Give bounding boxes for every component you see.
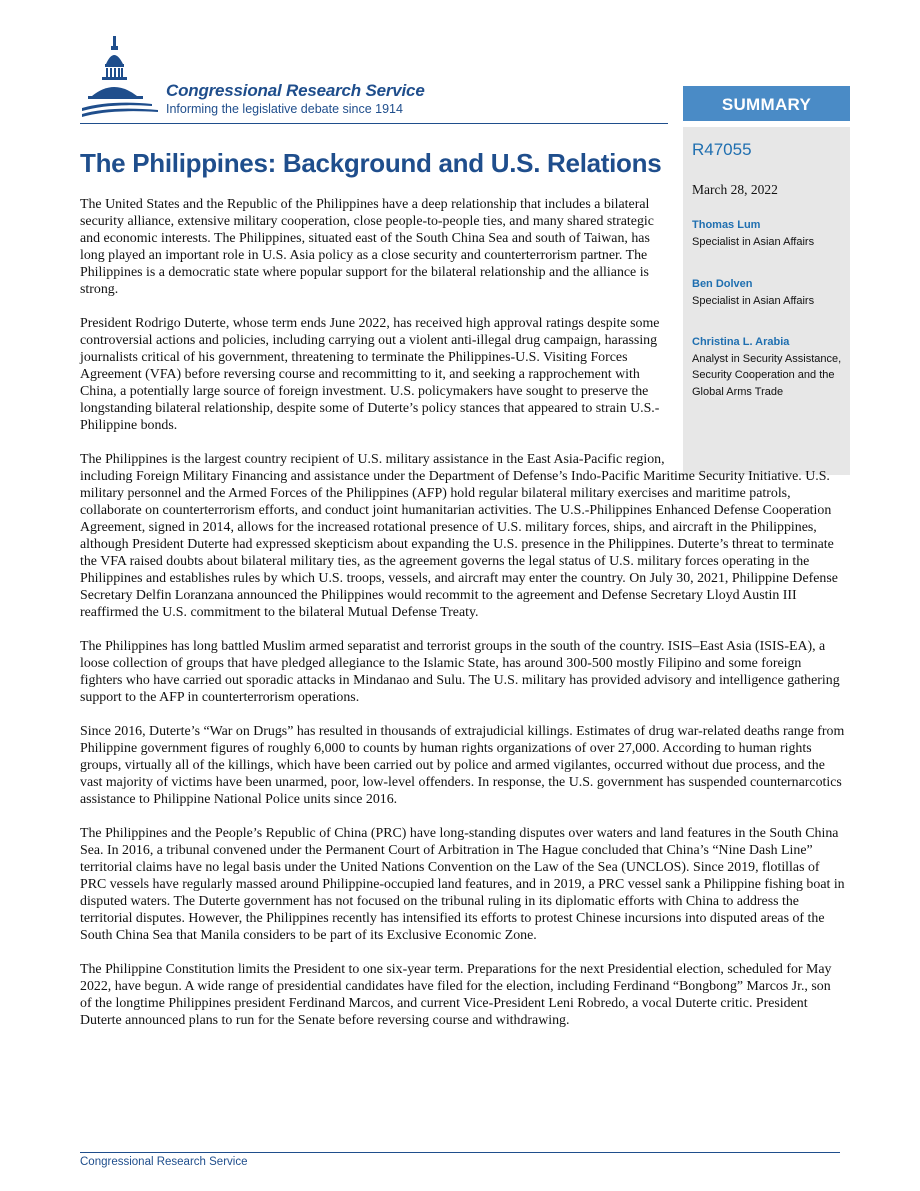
body-paragraph: President Rodrigo Duterte, whose term ends June 2022, has received high approval ratings despite some controversial actions and policies, including carrying out a violent anti-illegal drug campaign, harassing journalists critical of his government, threatening to terminate the Philippines-U.S. Visiting Forces Agreement (VFA) before reversing course and recommitting to it, and seeking a rapprochement with China, a potentially large source of foreign investment. U.S. policymakers have sought to preserve the longstanding bilateral relationship, despite some of Duterte’s policy stances that appeared to strain U.S.-Philippine bonds. (80, 316, 660, 433)
author-name: Thomas Lum (692, 219, 761, 231)
org-tagline: Informing the legislative debate since 1914 (166, 102, 403, 116)
document-body (80, 196, 845, 1046)
footer-divider (80, 1152, 840, 1153)
body-paragraph: Since 2016, Duterte’s “War on Drugs” has resulted in thousands of extrajudicial killings. Estimates of drug war-related deaths range from Philippine government figures of roughly 6,000 to counts by human rights organizations of over 27,000. According to human rights groups, virtually all of the killings, which have been carried out by police and armed vigilantes, occurred without due process, and the vast majority of victims have been unarmed, poor, low-level offenders. In response, the U.S. government has suspended counternarcotics assistance to Philippine National Police units since 2016. (80, 724, 845, 807)
author-name: Christina L. Arabia (692, 336, 790, 348)
header-divider (80, 123, 668, 124)
body-paragraph: The Philippines and the People’s Republic of China (PRC) have long-standing disputes over waters and land features in the South China Sea. In 2016, a tribunal convened under the Permanent Court of Arbitration in The Hague concluded that China’s “Nine Dash Line” territorial claims have no legal basis under the United Nations Convention on the Law of the Sea (UNCLOS). Since 2019, flotillas of PRC vessels have regularly massed around Philippine-occupied land features, and in 2019, a PRC vessel sank a Philippine fishing boat in disputed waters. The Duterte government has not focused on the tribunal ruling in its diplomatic efforts with China to address the territorial disputes. However, the Philippines recently has intensified its efforts to protest Chinese incursions into disputed areas of the South China Sea that Manila considers to be part of its Exclusive Economic Zone. (80, 826, 845, 943)
summary-label: SUMMARY (683, 86, 850, 121)
author-title: Specialist in Asian Affairs (692, 294, 815, 307)
author-name: Ben Dolven (692, 278, 753, 290)
report-date: March 28, 2022 (692, 182, 778, 197)
capitol-dome-icon (80, 34, 170, 124)
footer-text: Congressional Research Service (80, 1156, 248, 1168)
body-paragraph: The Philippines has long battled Muslim armed separatist and terrorist groups in the south of the country. ISIS–East Asia (ISIS-EA), a loose collection of groups that have pledged allegiance to the Islamic State, has around 300-500 mostly Filipino and some foreign fighters who have carried out sporadic attacks in Mindanao and Sulu. The U.S. military has provided advisory and intelligence gathering support to the AFP in counterterrorism operations. (80, 639, 840, 705)
page-title: The Philippines: Background and U.S. Relations (80, 148, 662, 178)
crs-logo (80, 34, 480, 124)
report-number: R47055 (692, 140, 752, 159)
body-paragraph: The Philippines is the largest country recipient of U.S. military assistance in the East Asia-Pacific region, including Foreign Military Financing and assistance under the Department of Defense’s Indo-Pacific Maritime Security Initiative. U.S. military personnel and the Armed Forces of the Philippines (AFP) hold regular bilateral military exercises and maritime patrols, collaborate on counterterrorism efforts, and conduct joint humanitarian activities. The U.S.-Philippines Enhanced Defense Cooperation Agreement, signed in 2014, allows for the increased rotational presence of U.S. military forces, ships, and aircraft in the Philippines, although President Duterte had expressed skepticism about expanding the U.S. presence in the Philippines. Duterte’s threat to terminate the VFA raised doubts about bilateral military ties, as the agreement governs the legal status of U.S. military forces operating in the Philippines and establishes rules by which U.S. troops, vessels, and aircraft may enter the country. On July 30, 2021, Philippine Defense Secretary Delfin Loranzana announced the Philippines would recommit to the agreement and Defense Secretary Lloyd Austin III reaffirmed the U.S. commitment to the bilateral Mutual Defense Treaty. (80, 452, 838, 620)
sidebar-gap (683, 121, 850, 127)
sidebar-wrap-spacer (667, 196, 845, 462)
org-name: Congressional Research Service (166, 81, 425, 100)
body-paragraph: The United States and the Republic of the Philippines have a deep relationship that includes a bilateral security alliance, extensive military cooperation, close people-to-people ties, and many shared strategic and economic interests. The Philippines, situated east of the South China Sea and south of Taiwan, has long played an important role in U.S. Asia policy as a close security and counterterrorism partner. The Philippines is a democratic state where popular support for the bilateral relationship and the alliance is strong. (80, 197, 654, 297)
author-title: Specialist in Asian Affairs (692, 235, 815, 248)
author-title: Analyst in Security Assistance, Security Cooperation and the Global Arms Trade (692, 352, 842, 398)
body-paragraph: The Philippine Constitution limits the President to one six-year term. Preparations for the next Presidential election, scheduled for May 2022, have begun. A wide range of presidential candidates have filed for the election, including Ferdinand “Bongbong” Marcos Jr., son of the longtime Philippines president Ferdinand Marcos, and current Vice-President Leni Robredo, a vocal Duterte critic. President Duterte announced plans to run for the Senate before reversing course and withdrawing. (80, 962, 832, 1028)
